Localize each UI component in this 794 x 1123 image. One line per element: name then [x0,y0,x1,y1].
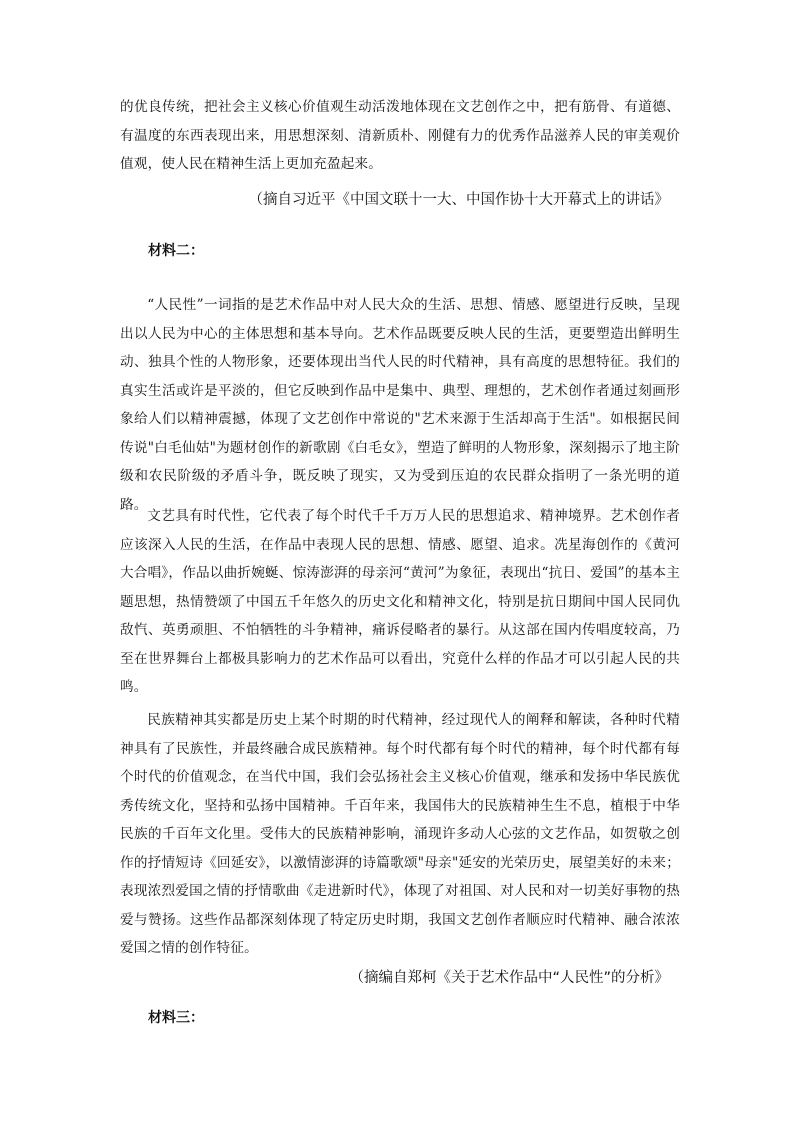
section-heading-material-3: 材料三： [148,1010,204,1026]
material-2-paragraph-3: 民族精神其实都是历史上某个时期的时代精神，经过现代人的阐释和解读，各种时代精神具有了民族性，并最终融合成民族精神。每个时代都有每个时代的精神，每个时代都有每个时代的价值观念，在当代中国，我们会弘扬社会主义核心价值观，继承和发扬中华民族优秀传统文化，坚持和弘扬中国精神。千百年来，我国伟大的民族精神生生不息，植根于中华民族的千百年文化里。受伟大的民族精神影响，涌现许多动人心弦的文艺作品，如贺敬之创作的抒情短诗《回延安》，以激情澎湃的诗篇歌颂"母亲"延安的光荣历史，展望美好的未来；表现浓烈爱国之情的抒情歌曲《走进新时代》，体现了对祖国、对人民和对一切美好事物的热爱与赞扬。这些作品都深刻体现了特定历史时期，我国文艺创作者顺应时代精神、融合浓浓爱国之情的创作特征。 [120,712,680,956]
intro-paragraph: 的优良传统，把社会主义核心价值观生动活泼地体现在文艺创作之中，把有筋骨、有道德、有温度的东西表现出来，用思想深刻、清新质朴、刚健有力的优秀作品滋养人民的审美观价值观，使人民在精神生活上更加充盈起来。 [120,99,680,172]
material-2-paragraph-1: “人民性”一词指的是艺术作品中对人民大众的生活、思想、情感、愿望进行反映，呈现出以人民为中心的主体思想和基本导向。艺术作品既要反映人民的生活，更要塑造出鲜明生动、独具个性的人物形象，还要体现出当代人民的时代精神，具有高度的思想特征。我们的真实生活或许是平淡的，但它反映到作品中是集中、典型、理想的，艺术创作者通过刻画形象给人们以精神震撼，体现了文艺创作中常说的"艺术来源于生活却高于生活"。如根据民间传说"白毛仙姑"为题材创作的新歌剧《白毛女》，塑造了鲜明的人物形象，深刻揭示了地主阶级和农民阶级的矛盾斗争，既反映了现实，又为受到压迫的农民群众指明了一条光明的道路。 [120,297,680,513]
section-heading-material-2: 材料二： [148,243,204,259]
material-2-paragraph-2: 文艺具有时代性，它代表了每个时代千千万万人民的思想追求、精神境界。艺术创作者应该深入人民的生活，在作品中表现人民的思想、情感、愿望、追求。冼星海创作的《黄河大合唱》，作品以曲折婉蜒、惊涛澎湃的母亲河“黄河”为象征，表现出“抗日、爱国”的基本主题思想，热情赞颂了中国五千年悠久的历史文化和精神文化，特别是抗日期间中国人民同仇敌忾、英勇顽胆、不怕牺牲的斗争精神，痛诉侵略者的暴行。从这部在国内传唱度较高，乃至在世界舞台上都极具影响力的艺术作品可以看出，究竟什么样的作品才可以引起人民的共鸣。 [120,508,680,695]
source-citation-1: （摘自习近平《中国文联十一大、中国作协十大开幕式上的讲话》 [248,192,669,208]
source-citation-2: （摘编自郑柯《关于艺术作品中“人民性”的分析》 [349,970,669,986]
